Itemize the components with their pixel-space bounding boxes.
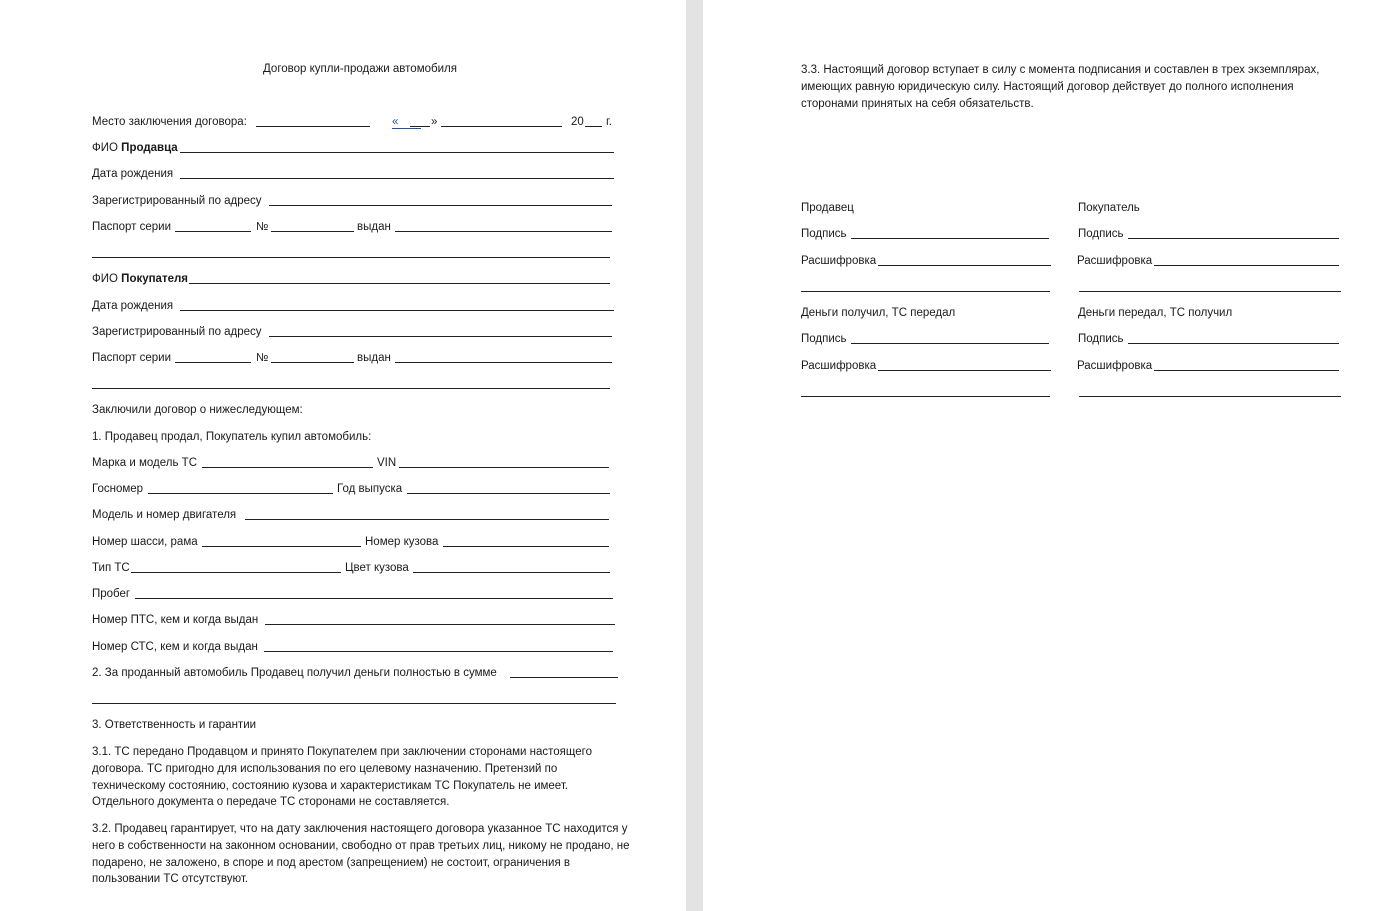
seller-fio-field[interactable]	[180, 152, 614, 153]
buyer-address-label: Зарегистрированный по адресу	[92, 326, 262, 338]
buyer-birth-field[interactable]	[180, 310, 614, 311]
document-title: Договор купли-продажи автомобиля	[263, 63, 457, 75]
buyer-signature-label: Подпись	[1078, 228, 1124, 240]
year-field[interactable]	[585, 126, 602, 127]
quote-close: »	[431, 116, 438, 128]
seller-decoding-field-2[interactable]	[878, 370, 1051, 371]
seller-fio-label: ФИО Продавца	[92, 142, 178, 154]
seller-decoding-label: Расшифровка	[801, 255, 877, 267]
clause-3-1: 3.1. ТС передано Продавцом и принято Покупателем при заключении сторонами настоящего договора. ТС пригодно для использования по его целевому назначению. Претензий по техническому состоянию, состоянию кузова и характеристикам ТС Покупатель не имеет. Отдельного документа о передаче ТС сторонами не составляется.	[92, 746, 592, 809]
mileage-field[interactable]	[135, 598, 613, 599]
sum-extra-line[interactable]	[92, 703, 616, 704]
pts-field[interactable]	[265, 624, 615, 625]
body-number-label: Номер кузова	[365, 536, 439, 548]
buyer-signature-field-2[interactable]	[1128, 343, 1339, 344]
year-suffix: г.	[606, 116, 612, 128]
buyer-passport-label: Паспорт серии	[92, 352, 172, 364]
chassis-field[interactable]	[202, 546, 361, 547]
engine-field[interactable]	[245, 519, 609, 520]
seller-signature-label-2: Подпись	[801, 333, 847, 345]
buyer-decoding-field[interactable]	[1154, 265, 1339, 266]
seller-signature-label: Подпись	[801, 228, 847, 240]
buyer-decoding-label: Расшифровка	[1077, 255, 1153, 267]
seller-decoding-label-2: Расшифровка	[801, 360, 877, 372]
seller-issued-label: выдан	[357, 221, 391, 233]
seller-decoding-field[interactable]	[878, 265, 1051, 266]
document-page-right	[703, 0, 1387, 911]
clause-1: 1. Продавец продал, Покупатель купил автомобиль:	[92, 431, 372, 443]
buyer-signature-label-2: Подпись	[1078, 333, 1124, 345]
agreement-intro: Заключили договор о нижеследующем:	[92, 404, 303, 416]
document-page-left	[0, 0, 686, 911]
seller-address-label: Зарегистрированный по адресу	[92, 195, 262, 207]
seller-signature-field[interactable]	[851, 238, 1049, 239]
buyer-fio-field[interactable]	[189, 283, 610, 284]
sum-field[interactable]	[510, 677, 618, 678]
plate-field[interactable]	[148, 493, 333, 494]
seller-passport-label: Паспорт серии	[92, 221, 172, 233]
seller-birth-label: Дата рождения	[92, 168, 174, 180]
body-color-field[interactable]	[413, 572, 610, 573]
pts-label: Номер ПТС, кем и когда выдан	[92, 614, 259, 626]
engine-label: Модель и номер двигателя	[92, 509, 237, 521]
date-day-underline	[410, 126, 430, 127]
seller-signature-field-2[interactable]	[851, 343, 1049, 344]
seller-birth-field[interactable]	[180, 178, 614, 179]
buyer-fio-label: ФИО Покупателя	[92, 273, 188, 285]
buyer-extra-line-1[interactable]	[1079, 291, 1341, 292]
seller-extra-line-1[interactable]	[801, 291, 1050, 292]
mileage-label: Пробег	[92, 588, 131, 600]
seller-passport-number-field[interactable]	[271, 231, 354, 232]
page-gutter	[686, 0, 703, 911]
buyer-decoding-field-2[interactable]	[1154, 370, 1339, 371]
chassis-label: Номер шасси, рама	[92, 536, 198, 548]
buyer-passport-number-field[interactable]	[271, 362, 354, 363]
buyer-extra-line-2[interactable]	[1079, 396, 1341, 397]
make-model-label: Марка и модель ТС	[92, 457, 197, 469]
vin-field[interactable]	[399, 467, 609, 468]
buyer-signature-heading: Покупатель	[1078, 202, 1140, 214]
seller-number-sign: №	[256, 221, 269, 233]
body-color-label: Цвет кузова	[345, 562, 409, 574]
money-received-heading: Деньги получил, ТС передал	[801, 307, 956, 319]
buyer-passport-series-field[interactable]	[175, 362, 251, 363]
body-number-field[interactable]	[443, 546, 609, 547]
vin-label: VIN	[377, 457, 397, 469]
sts-label: Номер СТС, кем и когда выдан	[92, 641, 258, 653]
seller-extra-line[interactable]	[92, 257, 610, 258]
buyer-number-sign: №	[256, 352, 269, 364]
buyer-decoding-label-2: Расшифровка	[1077, 360, 1153, 372]
vehicle-type-field[interactable]	[131, 572, 341, 573]
clause-3-heading: 3. Ответственность и гарантии	[92, 719, 257, 731]
seller-passport-series-field[interactable]	[175, 231, 251, 232]
year-made-label: Год выпуска	[337, 483, 403, 495]
vehicle-type-label: Тип ТС	[92, 562, 130, 574]
clause-3-3: 3.3. Настоящий договор вступает в силу с момента подписания и составлен в трех экземплярах, имеющих равную юридическую силу. Настоящий договор действует до полного исполнения сторонами принятых на себя обязательств.	[801, 64, 1320, 110]
buyer-address-field[interactable]	[269, 336, 612, 337]
buyer-birth-label: Дата рождения	[92, 300, 174, 312]
date-month-field[interactable]	[441, 126, 562, 127]
seller-issued-field[interactable]	[395, 231, 612, 232]
money-given-heading: Деньги передал, ТС получил	[1078, 307, 1233, 319]
date-day-field[interactable]: «	[392, 115, 421, 129]
clause-3-2: 3.2. Продавец гарантирует, что на дату заключения настоящего договора указанное ТС находится у него в собственности на законном основании, свободно от прав третьих лиц, никому не продано, не подарено, не заложено, в споре и под арестом (запрещением) не состоит, ограничения в пользовании ТС отсутствуют.	[92, 823, 630, 886]
buyer-extra-line[interactable]	[92, 388, 610, 389]
year-made-field[interactable]	[407, 493, 610, 494]
sts-field[interactable]	[264, 651, 613, 652]
seller-address-field[interactable]	[269, 205, 612, 206]
year-prefix: 20	[571, 116, 584, 128]
seller-signature-heading: Продавец	[801, 202, 854, 214]
place-field[interactable]	[256, 126, 370, 127]
place-label: Место заключения договора:	[92, 116, 247, 128]
make-model-field[interactable]	[202, 467, 373, 468]
buyer-issued-label: выдан	[357, 352, 391, 364]
plate-label: Госномер	[92, 483, 144, 495]
buyer-issued-field[interactable]	[395, 362, 612, 363]
clause-2: 2. За проданный автомобиль Продавец получил деньги полностью в сумме	[92, 667, 497, 679]
seller-extra-line-2[interactable]	[801, 396, 1050, 397]
buyer-signature-field[interactable]	[1128, 238, 1339, 239]
